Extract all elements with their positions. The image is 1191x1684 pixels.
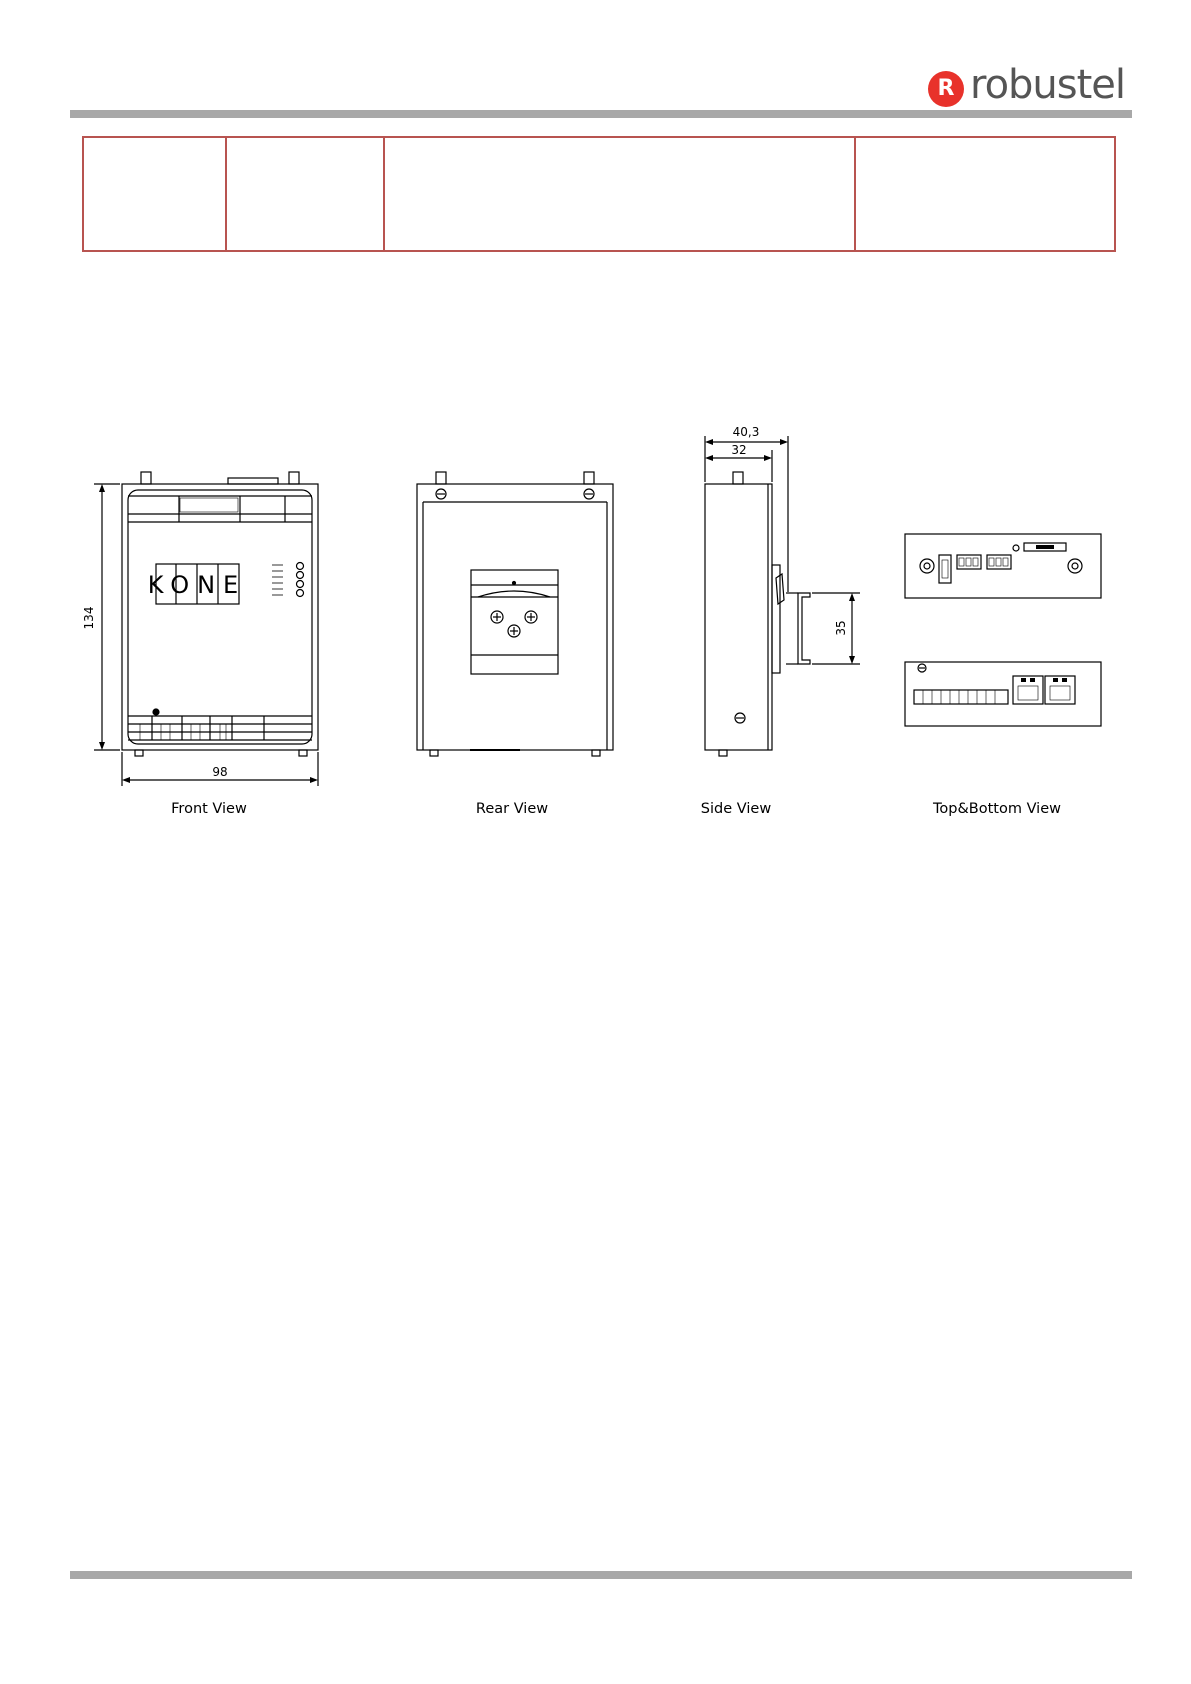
side-view [705, 436, 860, 756]
top-bottom-view [905, 534, 1101, 726]
rear-view [417, 472, 613, 756]
rail-height-dimension: 35 [834, 620, 848, 636]
side-view-caption: Side View [700, 801, 772, 817]
logo-mark-icon: R [928, 71, 964, 107]
overall-depth-dimension: 40,3 [732, 425, 760, 439]
width-dimension: 98 [212, 765, 228, 779]
kone-panel-logo: KONE [147, 571, 247, 599]
footer-rule [70, 1571, 1132, 1579]
front-view [94, 472, 318, 786]
front-view-caption: Front View [171, 801, 247, 817]
body-depth-dimension: 32 [731, 443, 747, 457]
height-dimension: 134 [82, 606, 96, 630]
top-bottom-view-caption: Top&Bottom View [933, 801, 1061, 817]
logo-wordmark: robustel [970, 62, 1126, 108]
rear-view-caption: Rear View [475, 801, 549, 817]
